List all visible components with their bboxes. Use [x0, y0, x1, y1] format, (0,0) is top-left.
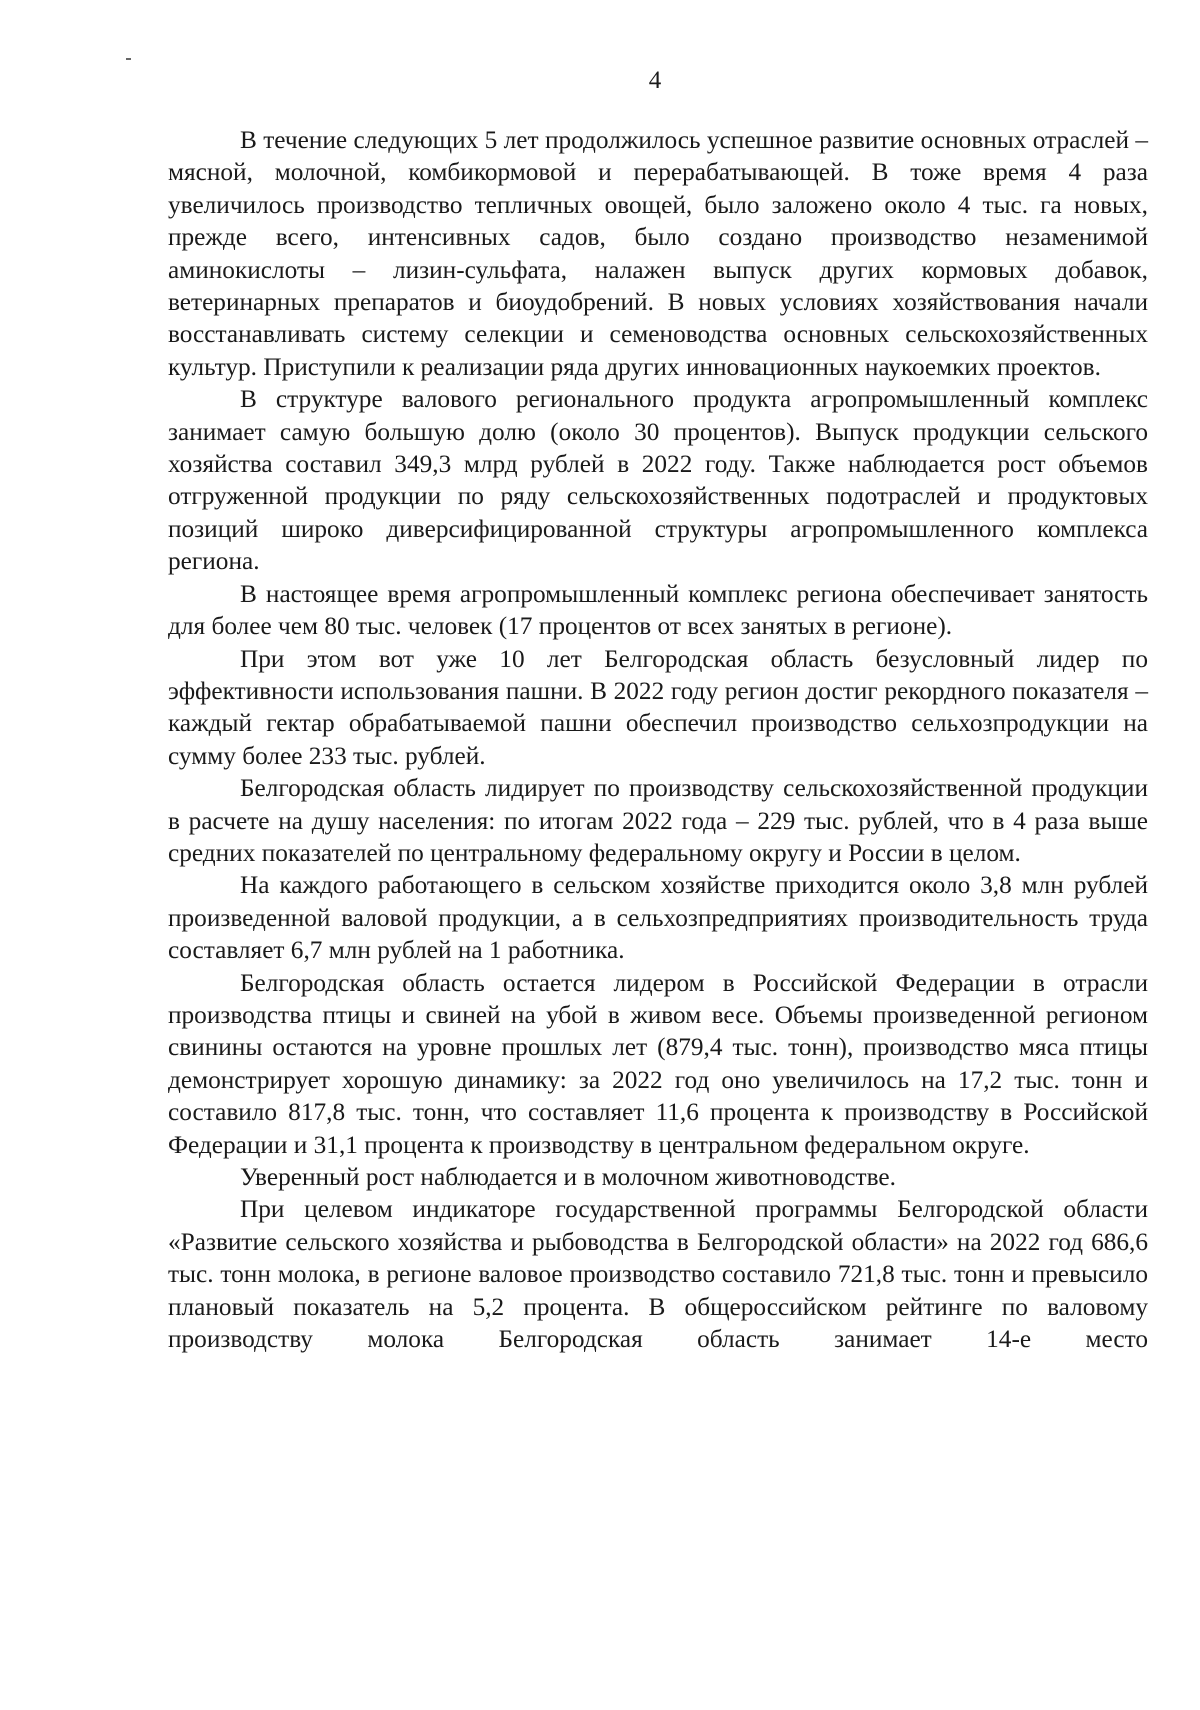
paragraph-dairy-growth: Уверенный рост наблюдается и в молочном животноводстве.	[240, 1163, 896, 1191]
paragraph-grp-structure: В структуре валового регионального продукта агропромышленный комплекс занимает самую большую долю (около 30 процентов). Выпуск продукции сельского хозяйства составил 349,3 млрд рублей в 2022 году. Также наблюдается рост объемов отгруженной продукции по ряду сельскохозяйственных подотраслей и продуктовых позиций широко диверсифицированной структуры агропромышленного комплекса региона.	[168, 385, 1148, 576]
paragraph-employment: В настоящее время агропромышленный комплекс региона обеспечивает занятость для более чем 80 тыс. человек (17 процентов от всех занятых в регионе).	[168, 579, 1148, 641]
scan-artifact	[126, 58, 131, 60]
paragraph-development: В течение следующих 5 лет продолжилось успешное развитие основных отраслей – мясной, молочной, комбикормовой и перерабатывающей. В тоже время 4 раза увеличилось производство тепличных овощей, было заложено около 4 тыс. га новых, прежде всего, интенсивных садов, было создано производство незаменимой аминокислоты – лизин-сульфата, налажен выпуск других кормовых добавок, ветеринарных препаратов и биоудобрений. В новых условиях хозяйствования начали восстанавливать систему селекции и семеноводства основных сельскохозяйственных культур. Приступили к реализации ряда других инновационных наукоемких проектов.	[168, 126, 1148, 381]
paragraph-per-capita: Белгородская область лидирует по производству сельскохозяйственной продукции в расчете на душу населения: по итогам 2022 года – 229 тыс. рублей, что в 4 раза выше средних показателей по центральному федеральному округу и России в целом.	[168, 774, 1148, 867]
paragraph-poultry-pork: Белгородская область остается лидером в Российской Федерации в отрасли производства птицы и свиней на убой в живом весе. Объемы произведенной регионом свинины остаются на уровне прошлых лет (879,4 тыс. тонн), производство мяса птицы демонстрирует хорошую динамику: за 2022 год оно увеличилось на 17,2 тыс. тонн и составило 817,8 тыс. тонн, что составляет 11,6 процента к производству в Российской Федерации и 31,1 процента к производству в центральном федеральном округе.	[168, 968, 1148, 1159]
paragraph-milk-production: При целевом индикаторе государственной программы Белгородской области «Развитие сельского хозяйства и рыбоводства в Белгородской области» на 2022 год 686,6 тыс. тонн молока, в регионе валовое производство составило 721,8 тыс. тонн и превысило плановый показатель на 5,2 процента. В общероссийском рейтинге по валовому производству молока Белгородская область занимает 14-е место	[168, 1195, 1148, 1354]
paragraph-labor-productivity: На каждого работающего в сельском хозяйстве приходится около 3,8 млн рублей произведенной валовой продукции, а в сельхозпредприятиях производительность труда составляет 6,7 млн рублей на 1 работника.	[168, 871, 1148, 965]
body-text	[168, 124, 1148, 1355]
page-number: 4	[648, 67, 662, 94]
paragraph-arable-efficiency: При этом вот уже 10 лет Белгородская область безусловный лидер по эффективности использования пашни. В 2022 году регион достиг рекордного показателя – каждый гектар обрабатываемой пашни обеспечил производство сельхозпродукции на сумму более 233 тыс. рублей.	[168, 644, 1148, 770]
